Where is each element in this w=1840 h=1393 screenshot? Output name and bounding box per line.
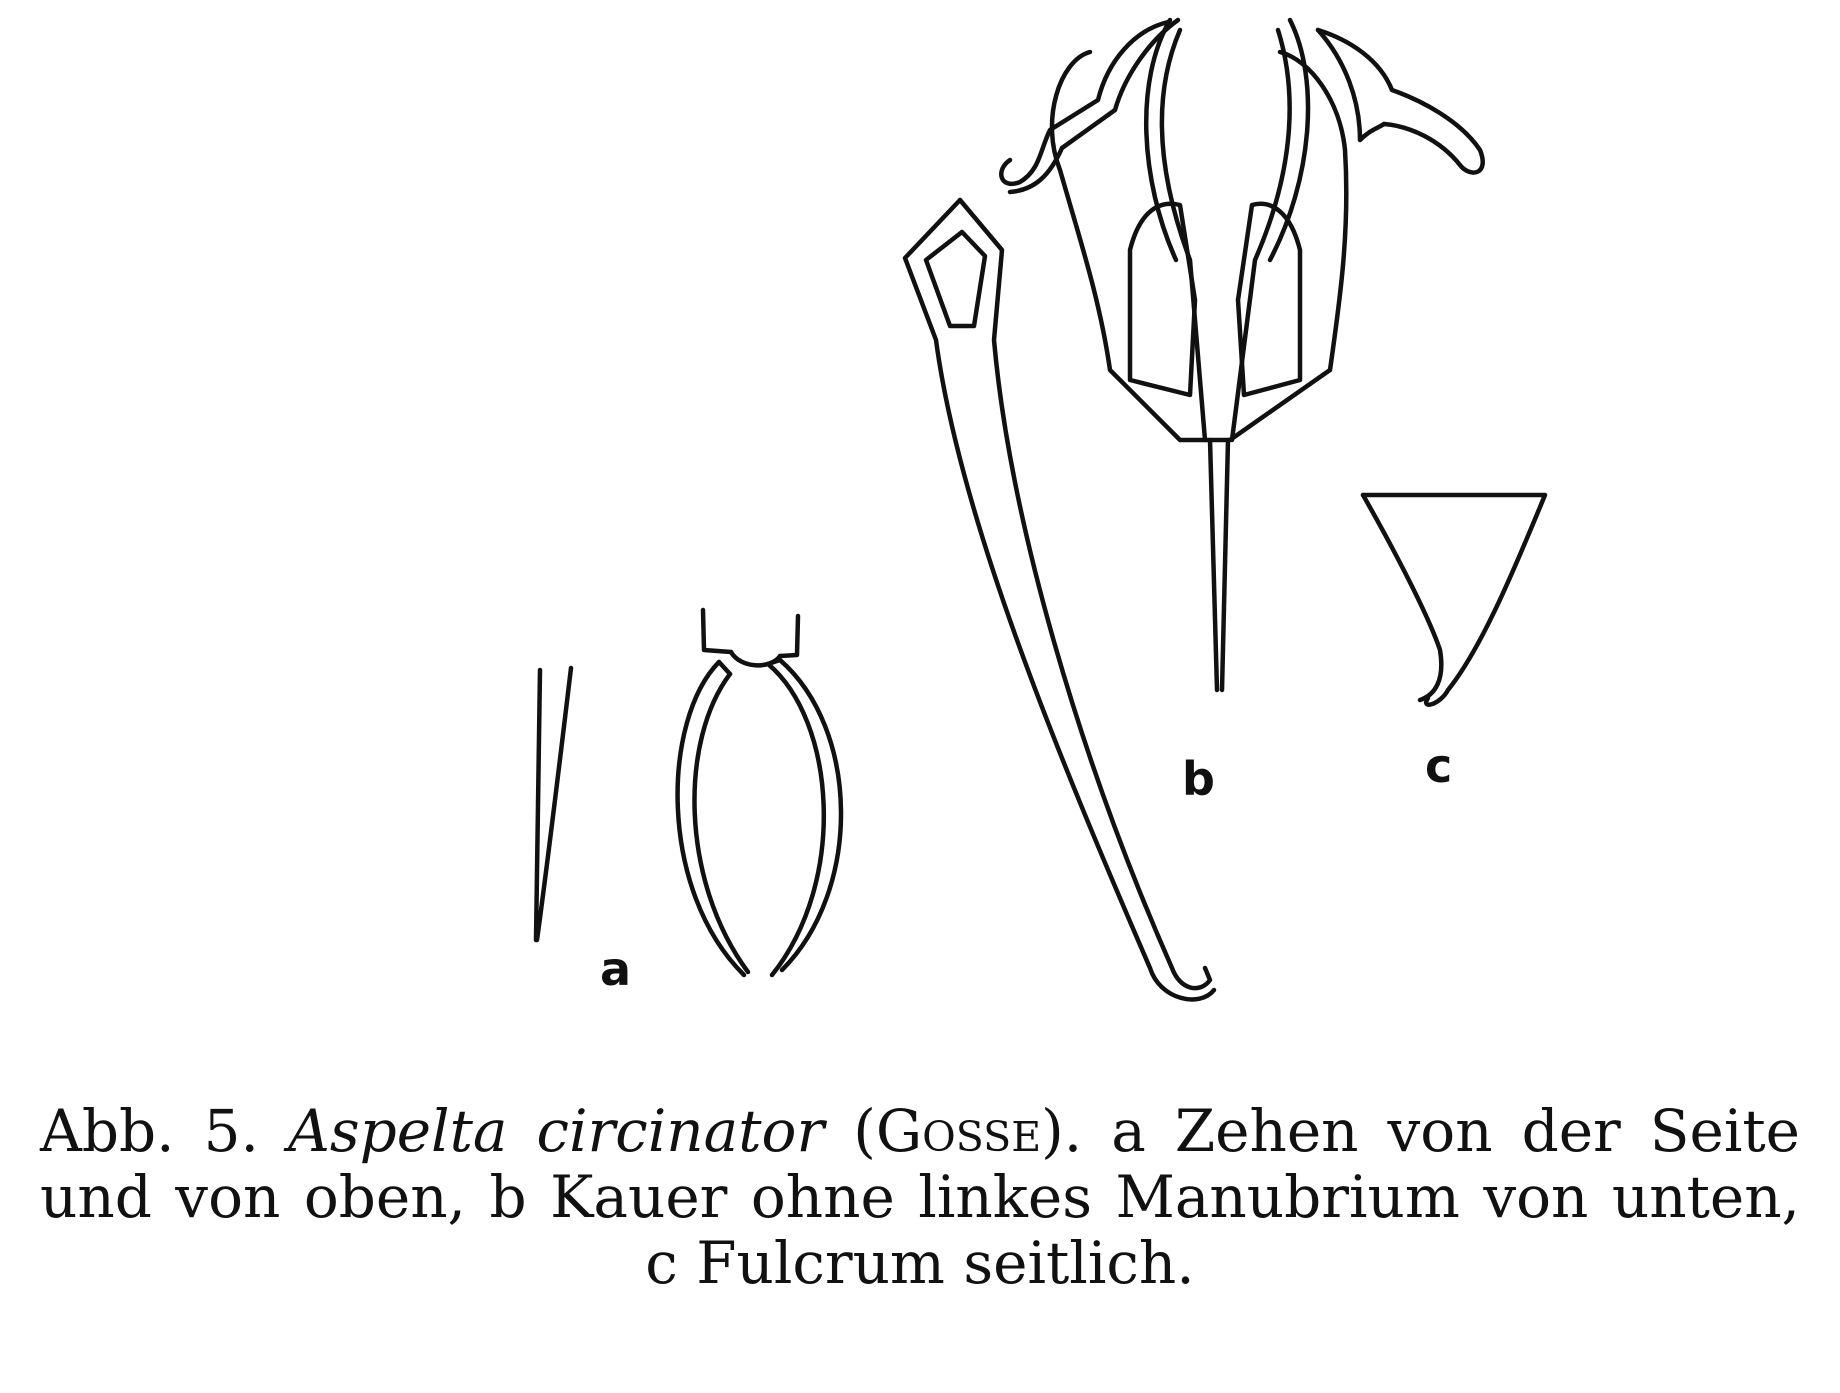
mastax-drawing — [905, 20, 1483, 999]
caption-line-1 — [40, 1098, 1800, 1164]
caption-prefix: Abb. 5. — [40, 1097, 288, 1165]
figure-caption — [40, 1098, 1800, 1296]
caption-line-2: und von oben, b Kauer ohne linkes Manubrium von unten, — [40, 1163, 1800, 1231]
panel-label-c: c — [1425, 739, 1453, 793]
toes-top-view — [678, 610, 841, 975]
caption-author: Gosse — [875, 1097, 1042, 1165]
fulcrum-drawing — [1363, 495, 1545, 705]
toe-side-view — [536, 668, 571, 940]
caption-species-name: Aspelta circinator — [287, 1097, 825, 1165]
panel-label-a: a — [600, 942, 632, 996]
caption-author-open: ( — [824, 1097, 876, 1165]
caption-line-3: c Fulcrum seitlich. — [645, 1229, 1195, 1297]
panel-label-b: b — [1182, 752, 1215, 806]
caption-line1-rest: ). a Zehen von der Seite — [1041, 1097, 1800, 1165]
